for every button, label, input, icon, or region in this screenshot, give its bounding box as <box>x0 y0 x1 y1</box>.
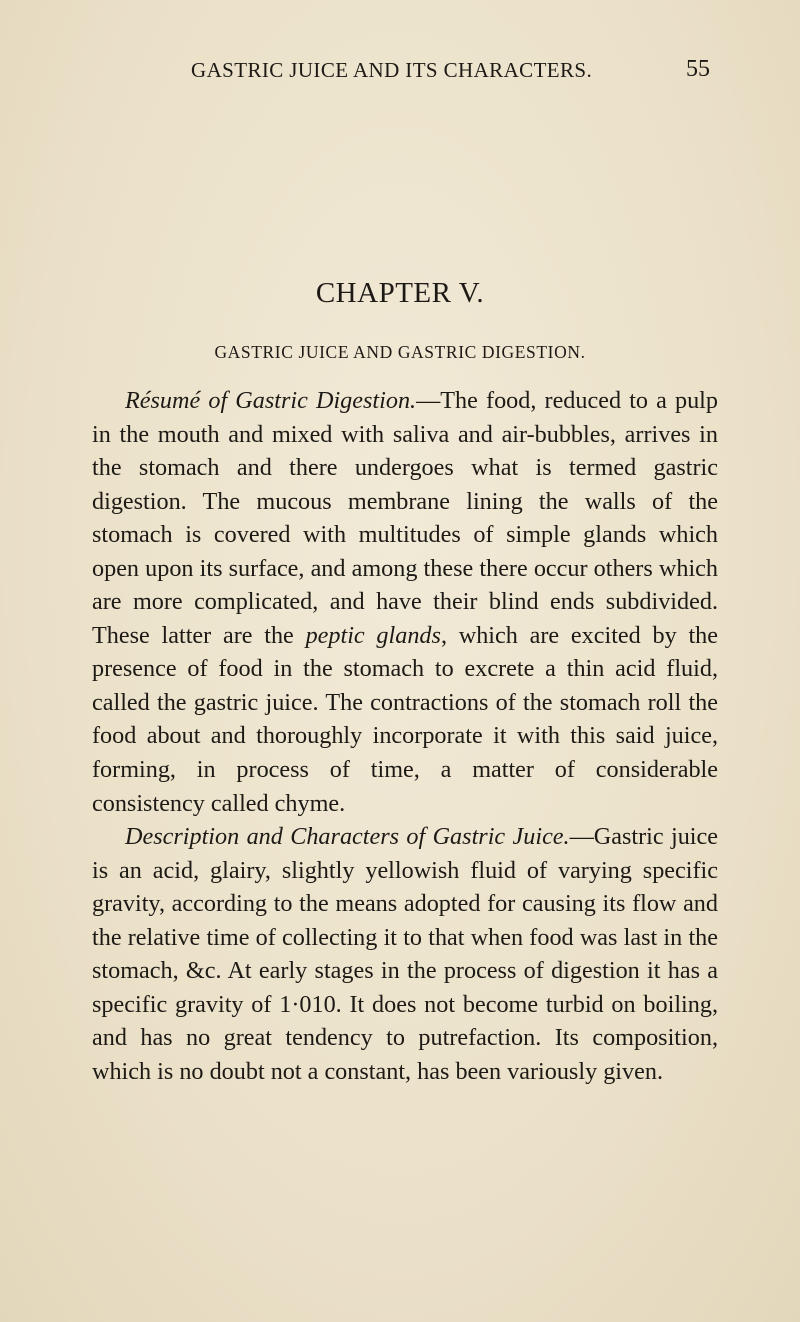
paragraph-heading: Description and Characters of Gastric Juice. <box>125 823 570 851</box>
paragraph-description <box>92 820 718 1088</box>
paragraph-text: —The food, reduced to a pulp in the mouth and mixed with saliva and air-bubbles, arrives in the stomach and there undergoes what is termed gastric digestion. The mucous membrane lining the walls of the stomach is covered with multitudes of simple glands which open upon its surface, and among these there occur others which are more complicated, and have their blind ends subdivided. These latter are the <box>92 387 718 649</box>
running-head <box>96 58 710 88</box>
page-number: 55 <box>686 56 710 82</box>
body-text <box>92 384 718 1088</box>
paragraph-text: , which are excited by the presence of food in the stomach to excrete a thin acid fluid, called the gastric juice. The contractions of the stomach roll the food about and thoroughly incorporate it with this said juice, forming, in process of time, a matter of considerable consistency called chyme. <box>92 621 718 817</box>
chapter-subtitle: GASTRIC JUICE AND GASTRIC DIGESTION. <box>214 342 586 362</box>
emphasis-term: peptic glands <box>305 621 441 649</box>
paragraph-heading: Résumé of Gastric Digestion. <box>125 387 417 414</box>
chapter-title: CHAPTER V. <box>315 277 485 309</box>
paragraph-resume <box>92 384 718 820</box>
paragraph-text: —Gastric juice is an acid, glairy, slightly yellowish fluid of varying specific gravity, according to the means adopted for causing its flow and the relative time of collecting it to that when food was last in the stomach, &c. At early stages in the process of digestion it has a specific gravity of 1·010. It does not become turbid on boiling, and has no great tendency to putrefaction. Its composition, which is no doubt not a constant, has been variously given. <box>92 823 718 1085</box>
running-title: GASTRIC JUICE AND ITS CHARACTERS. <box>191 58 593 82</box>
